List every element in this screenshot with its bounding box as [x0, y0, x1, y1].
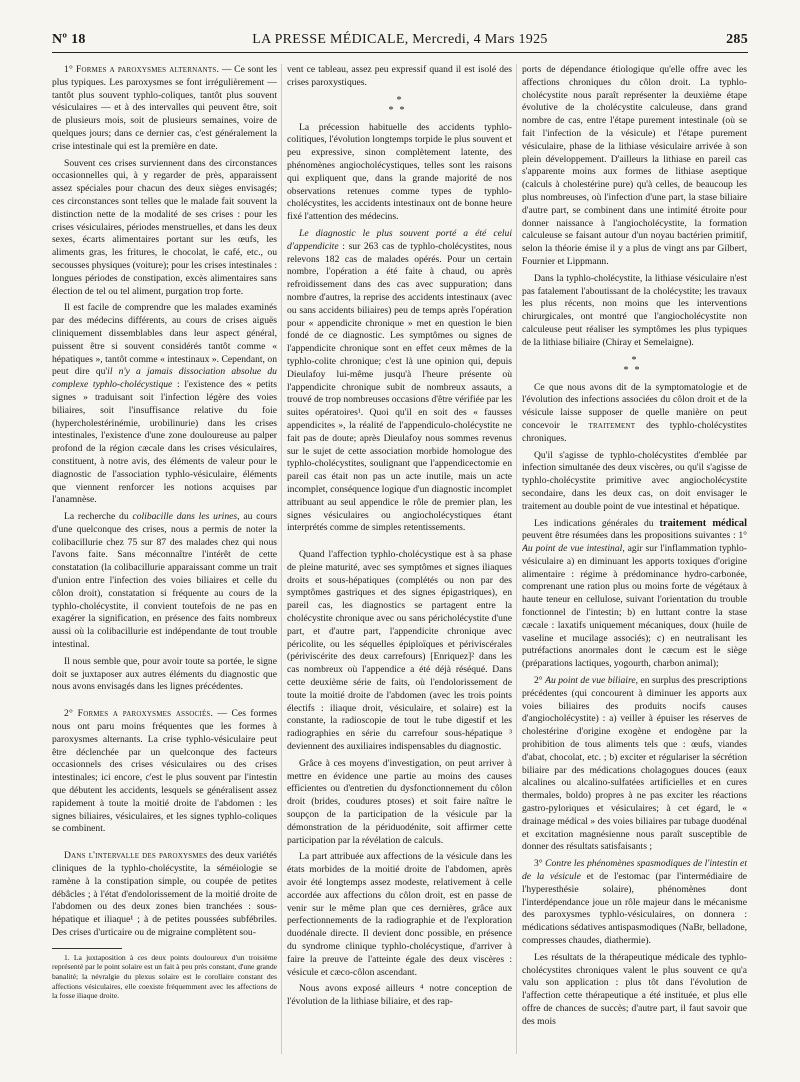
paragraph-text: : l'existence des « petits signes » traduisant soit l'infection légère des voies biliaires, soit l'insuffisance relative du foie (hypercholestérinémie, urobilinurie) dans les crises intestinales, l'existence d'une zone douloureuse au palper profond de la région cæcale dans les crises vésiculaires, constituent, à notre avis, des éléments de valeur pour le diagnostic de l'association typhlo-vésiculaire, éléments que viennent renforcer les notions acquises par l'anamnèse.	[52, 379, 277, 506]
column-divider	[281, 64, 282, 1054]
star-mark-pair	[522, 366, 747, 376]
section-heading: Dans l'intervalle des paroxysmes	[64, 850, 208, 862]
star-mark: *	[399, 104, 411, 116]
column-2	[287, 64, 512, 1064]
paragraph: Nous avons exposé ailleurs ⁴ notre conception de l'évolution de la lithiase biliaire, et des rap-	[287, 983, 512, 1008]
paragraph: Grâce à ces moyens d'investigation, on peut arriver à mettre en évidence une partie au moins des causes efficientes ou d'entretien du dysfonctionnement du côlon droit (brides, coudures ptoses) et soit faire naître le soupçon de la participation de la vésicule par la démonstration de la périduodénite, soit affirmer cette participation par la révélation de calculs.	[287, 757, 512, 846]
page-number: 285	[726, 32, 748, 47]
paragraph-text: — Ce sont les plus typiques. Les paroxysmes se font irrégulièrement — tantôt plus souvent typhlo-coliques, tantôt plus souvent vésiculaires — et à des intervalles qui peuvent être, soit de plusieurs mois, soit de plusieurs semaines, voire de quelques jours; dans ce dernier cas, c'est généralement la crise intestinale qui est la première en date.	[52, 64, 277, 152]
bold-text: traitement médical	[659, 517, 747, 529]
section-heading: 2° Formes a paroxysmes associés.	[64, 708, 214, 720]
paragraph-text: des typhlo-cholécystites chroniques.	[522, 419, 747, 444]
paragraph	[522, 675, 747, 854]
paragraph-text: , en surplus des prescriptions précédentes (qui concourent à diminuer les apports aux voies biliaires des produits nocifs causes d'angiocholécystite) : a) veiller à épuiser les réserves de cholestérine d'origine exogène et endogène par la prohibition de tous aliments tels que : œufs, viandes d'abat, chocolat, etc. ; b) exciter et régulariser la sécrétion biliaire par des médications cholagogues douces (eaux alcalines ou alcalino-sulfatées artificielles et en cures thermales, boldo) propres à ne pas exciter les réactions gastro-pyloriques et vésiculaires; à cet égard, le « drainage médical » des voies biliaires par tubage duodénal et excitation magnésienne nous paraît susceptible de donner des résultats satisfaisants ;	[522, 675, 747, 853]
paragraph: vent ce tableau, assez peu expressif quand il est isolé des crises paroxystiques.	[287, 64, 512, 88]
paragraph: Dans la typhlo-cholécystite, la lithiase vésiculaire n'est pas fatalement l'aboutissant de la cholécystite; les travaux les plus récents, non moins que les interventions chirurgicales, ont montré que l'angiocholécystite non calculeuse peut réaliser les symptômes les plus typiques de la lithiase biliaire (Chiray et Semelaigne).	[522, 272, 747, 348]
paragraph: Les résultats de la thérapeutique médicale des typhlo-cholécystites chroniques valent le plus souvent ce qu'a valu son application : plus tôt dans l'évolution de l'affection cette thérapeutique a été instituée, et plus elle offre de chances de succès; d'autre part, il faut savoir que des mois	[522, 951, 747, 1027]
paragraph: Qu'il s'agisse de typhlo-cholécystites d'emblée par infection simultanée des deux viscères, ou qu'il s'agisse de typhlo-cholécystite primitive avec angiocholécystite secondaire, dans les deux cas, on doit envisager le traitement au double point de vue intestinal et hépatique.	[522, 449, 747, 512]
small-caps-text: traitement	[588, 419, 636, 431]
section-heading: 1° Formes a paroxysmes alternants.	[64, 64, 220, 75]
star-mark: *	[623, 364, 635, 376]
paragraph	[52, 302, 277, 507]
header-rule	[52, 52, 748, 53]
section-stars	[287, 96, 512, 116]
paragraph	[287, 228, 512, 535]
paragraph	[52, 511, 277, 652]
column-divider	[516, 64, 517, 1054]
paragraph: Souvent ces crises surviennent dans des circonstances occasionnelles qui, à y regarder de près, apparaissent assez spéciales pour chacun des deux sièges envisagés; ces circonstances sont telles que le malade fait souvent la distinction nette de la modalité de ses crises : pour les crises vésiculaires, périodes menstruelles, et dans les deux sexes, écarts alimentaires portant sur les œufs, les aliments gras, les fritures, le chocolat, le café, etc., ou secousses physiques (voiture); pour les crises intestinales : longues périodes de constipation, excès alimentaires sans élection de tel ou tel aliment, purgation trop forte.	[52, 157, 277, 297]
paragraph: Il nous semble que, pour avoir toute sa portée, le signe doit se juxtaposer aux autres éléments du diagnostic que nous avons envisagés dans les lignes précédentes.	[52, 655, 277, 693]
star-mark: *	[631, 354, 638, 366]
paragraph-text: peuvent être résumées dans les propositions suivantes : 1°	[522, 530, 747, 542]
paragraph-text: Il est facile de comprendre que les malades examinés par des médecins différents, au cours de crises aiguës cliniquement dissemblables dans leur aspect général, puissent être si souvent considérés tantôt comme « hépatiques », tantôt comme « intestinaux ». Cependant, on peut dire qu'	[52, 302, 277, 378]
emphasis-text: Contre les phénomènes spasmodiques de l'intestin et de la vésicule	[522, 858, 747, 883]
journal-title: LA PRESSE MÉDICALE, Mercredi, 4 Mars 1925	[252, 32, 548, 47]
paragraph	[522, 518, 747, 672]
star-mark: *	[634, 364, 646, 376]
footnote: 1. La juxtaposition à ces deux points douloureux d'un troisième représenté par le point solaire est un fait à peu près constant, d'une grande banalité; la névralgie du plexus solaire est le corollaire constant des affections vésiculaires, elle coexiste fréquemment avec les affections de la fosse iliaque droite.	[52, 952, 277, 1001]
section-stars	[522, 356, 747, 376]
paragraph-text: — Ces formes nous ont paru moins fréquentes que les formes à paroxysmes alternants. La crise typhlo-vésiculaire peut être déclenchée par un quelconque des facteurs occasionnels des crises vésiculaires ou des crises intestinales; ici encore, c'est le plus souvent par l'intestin que débutent les accidents, lesquels se généralisent assez rapidement à toute la moitié droite de l'abdomen : les signes biliaires, vésiculaires, et les signes typhlo-coliques se combinent.	[52, 708, 277, 835]
paragraph	[52, 708, 277, 836]
paragraph-text: des deux variétés cliniques de la typhlo-cholécystite, la séméiologie se ramène à la constipation simple, ou coupée de petites débâcles ; à l'état d'endolorissement de la moitié droite de l'abdomen ou des deux zones bien tranchées : sous-hépatique et iliaque¹ ; à de petites poussées subfébriles. Des crises d'urticaire ou de migraine complètent sou-	[52, 850, 277, 938]
paragraph	[52, 850, 277, 940]
paragraph-text: 2°	[534, 675, 546, 687]
paragraph-text: : sur 263 cas de typhlo-cholécystites, nous relevons 182 cas de malades opérés. Pour un certain nombre, l'opération a été faite à chaud, ou après refroidissement dans des cas avec suppuration; dans nombre d'autres, la reprise des accidents intestinaux (avec ou sans accidents biliaires) peu de temps après l'opération pour « appendicite chronique » met en question le bien fondé de ce diagnostic. Les symptômes ou signes de l'appendicite chronique sont en effet ceux mêmes de la typhlo-colite chronique; c'est là une opinion qui, depuis Dieulafoy lui-même jusqu'à l'heure présente où l'appendicite chronique subit de nombreux assauts, a trouvé de trop nombreuses occasions d'être vérifiée par les suites opératoires¹. Quoi qu'il en soit des « fausses appendicites », la réalité de l'appendiculo-cholécystite ne fait pas de doute; après Dieulafoy nous sommes revenus sur le sujet de cette association morbide homologue des typhlo-cholécystites, soulignant que l'appendicectomie en pareil cas était non pas un acte inutile, mais un acte incomplet, conséquence logique d'un diagnostic incomplet attribuant au seul appendice le rôle de premier plan, les signes vésiculaires ou angiocholécystiques étant interprétés comme de simples retentissements.	[287, 240, 512, 534]
paragraph-text: , agir sur l'inflammation typhlo-vésiculaire a) en diminuant les apports toxiques d'origine alimentaire : régime à prédominance hydro-carbonée, comprenant une ration plus ou moins forte de végétaux à haute teneur en cellulose, suivant l'orientation du trouble fonctionnel de l'intestin; b) en luttant contre la stase cæcale : laxatifs uniquement mécaniques, doux (huile de vaseline et mucilage associés); c) en neutralisant les putréfactions anormales dont le cæcum est le siège (préparations lactiques, yogourth, charbon animal);	[522, 543, 747, 670]
emphasis-text: il n'y a jamais dissociation absolue du complexe typhlo-cholécystique	[52, 366, 277, 391]
paragraph	[52, 64, 277, 154]
paragraph-text: La recherche du	[64, 511, 133, 523]
emphasis-text: colibacille dans les urines	[132, 511, 238, 523]
emphasis-text: Le diagnostic le plus souvent porté a été celui d'appendicite	[287, 227, 512, 252]
column-1	[52, 64, 277, 1064]
paragraph	[522, 382, 747, 446]
emphasis-text: Au point de vue biliaire	[545, 675, 636, 687]
paragraph: La précession habituelle des accidents typhlo-colitiques, l'évolution longtemps torpide le plus souvent et peu expressive, sinon complètement latente, des phénomènes angiocholécystiques, telles sont les raisons qui expliquent que, dans la grande majorité de nos observations retenues comme types de typhlo-cholécystites, les accidents intestinaux ont de bonne heure fixé l'attention des médecins.	[287, 121, 512, 223]
paragraph-text: Ce que nous avons dit de la symptomatologie et de l'évolution des infections associées du côlon droit et de la vésicule laisse supposer de quelle manière on peut concevoir le	[522, 381, 747, 431]
paragraph-text: 3°	[534, 858, 546, 870]
paragraph-text: et de l'estomac (par l'intermédiaire de l'hyperesthésie solaire), phénomènes dont l'interdépendance joue un rôle majeur dans le mécanisme des paroxysmes typhlo-vésiculaires, on donnera : médications sédatives antispasmodiques (NaBr, belladone, compresses chaudes, diathermie).	[522, 871, 747, 946]
paragraph: Quand l'affection typhlo-cholécystique est à sa phase de pleine maturité, avec ses symptômes et signes iliaques droits et sous-hépatiques (complétés ou non par des symptômes gastriques et des signes épigastriques), en pareil cas, les diagnostics se partagent entre la cholécystite chronique avec ou sans péricholécystite d'une part, et d'autre part, l'appendicite chronique avec péricolite, ou les séquelles épiploïques et périviscérales (périviscérite des deux carrefours) [Enriquez]² dans les cas nombreux où l'appendice a été déjà réséqué. Dans cette deuxième série de faits, où l'endolorissement de toute la moitié droite de l'abdomen (avec les trois points électifs : iliaque droit, vésiculaire, et solaire) est la constante, la radioscopie de tout le tube digestif et les radiographies en série du carrefour sous-hépatique ³ deviennent des auxiliaires indispensables du diagnostic.	[287, 549, 512, 753]
footnote-rule	[52, 948, 122, 949]
paragraph-text: , au cours d'une quelconque des crises, nous a permis de noter la colibacillurie chez 75 sur 87 des malades chez qui nous l'avons faite. Sans méconnaître l'intérêt de cette constatation (la colibacillurie apparaissant comme un trait d'union entre l'infection des voies biliaires et celle du côlon droit), constatation si fréquente au cours de la typhlo-cholécystite, il convient toutefois de ne pas en exagérer la signification, en présence des faits nombreux aussi où la colibacillurie est indépendante de tout trouble intestinal.	[52, 511, 277, 651]
page-header	[52, 32, 748, 52]
star-mark: *	[388, 104, 400, 116]
column-3	[522, 64, 747, 1064]
paragraph: La part attribuée aux affections de la vésicule dans les états morbides de la moitié droite de l'abdomen, après avoir été longtemps assez modeste, relativement à celle accordée aux affections du côlon droit, est en passe de venir sur le même plan que ces dernières, grâce aux perfectionnements de la radiographie et de l'exploration duodénale directe. Il devient donc possible, en présence du syndrome clinique typhlo-cholécystique, d'arriver à faire la preuve de l'atteinte égale des deux viscères : vésicule et cæco-côlon ascendant.	[287, 851, 512, 978]
star-mark: *	[396, 94, 403, 106]
emphasis-text: Au point de vue intestinal	[522, 543, 623, 555]
issue-number: Nº 18	[52, 32, 86, 47]
paragraph: ports de dépendance étiologique qu'elle offre avec les affections chroniques du côlon droit. La typhlo-cholécystite nous paraît représenter la deuxième étape évolutive de la cholécystite calculeuse, dans grand nombre de cas, entre l'étape purement intestinale (où se fait l'infection de la vésicule) et l'étape purement vésiculaire, phase de la lithiase vésiculaire arrivée à son plein développement. D'ailleurs la lithiase en pareil cas s'apparente moins aux formes de lithiase aseptique (calculs à cholestérine pure) qu'à celles, de beaucoup les plus nombreuses, où l'infection d'une part, la stase biliaire d'autre part, se combinent dans une intimité étroite pour donner naissance à l'angiocholécystite, la formation calculeuse se faisant autour d'un noyau bactérien primitif, selon la théorie émise il y a plus de vingt ans par Gilbert, Fournier et Lippmann.	[522, 64, 747, 267]
paragraph	[522, 858, 747, 948]
paragraph-text: Les indications générales du	[534, 517, 660, 529]
star-mark-pair	[287, 106, 512, 116]
